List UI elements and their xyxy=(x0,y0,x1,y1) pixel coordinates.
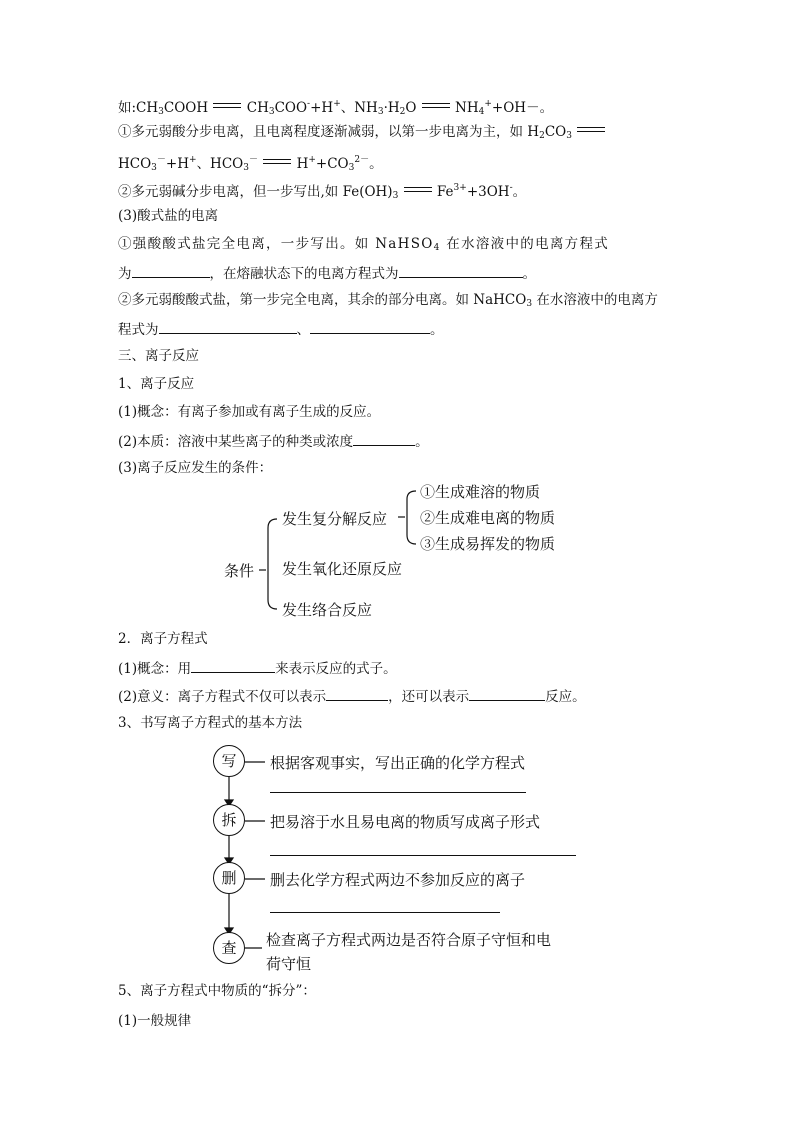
step-write-blank[interactable] xyxy=(270,792,526,793)
sub-volatile: ③生成易挥发的物质 xyxy=(420,535,556,553)
branch-redox: 发生氧化还原反应 xyxy=(282,560,403,578)
essence-line: (2)本质：溶液中某些离子的种类或浓度 。 xyxy=(118,431,429,451)
sub-weak-electrolyte: ②生成难电离的物质 xyxy=(420,509,556,527)
example-weak-electrolytes: 如$:CH_3COOH$ $CH_3COO^-+H^+$、$NH_3\cdot H_2O$ $NH_4^++OH-$。 xyxy=(118,99,554,117)
tree-root-label: 条件 xyxy=(224,562,255,580)
polyprotic-acid-rule: ①多元弱酸分步电离，且电离程度逐渐减弱，以第一步电离为主，如 $H_2CO_3$ xyxy=(118,123,606,145)
section-heading-ion-reaction: 三、离子反应 xyxy=(118,348,199,364)
branch-double-decomposition: 发生复分解反应 xyxy=(282,510,388,528)
strong-acid-salt-rule: ①强酸酸式盐完全电离，一步写出。如 NaHSO$_4$ 在水溶液中的电离方程式 xyxy=(118,236,610,253)
step-delete-blank[interactable] xyxy=(270,912,500,913)
step-split-blank[interactable] xyxy=(270,855,576,856)
step-check-text-2: 荷守恒 xyxy=(266,955,312,973)
sub-insoluble: ①生成难溶的物质 xyxy=(420,483,541,501)
step-write-text: 根据客观事实，写出正确的化学方程式 xyxy=(270,754,526,772)
step-node-delete: 删 xyxy=(213,862,245,894)
step-check-text-1: 检查离子方程式两边是否符合原子守恒和电 xyxy=(266,931,552,949)
subheading-ionic-equation: 2．离子方程式 xyxy=(118,631,208,647)
acid-salt-heading: (3)酸式盐的电离 xyxy=(118,208,219,224)
nahso4-blanks: 为 ，在熔融状态下的电离方程式为 。 xyxy=(118,263,536,283)
step-delete-text: 删去化学方程式两边不参加反应的离子 xyxy=(270,871,526,889)
general-rule-heading: (1)一般规律 xyxy=(118,1013,192,1029)
step-node-check: 查 xyxy=(213,932,245,964)
splitting-heading: 5、离子方程式中物质的“拆分”： xyxy=(118,983,316,999)
step-node-split: 拆 xyxy=(213,804,245,836)
subheading-ion-reaction: 1、离子反应 xyxy=(118,376,195,392)
carbonic-acid-steps: $HCO_3^-+H^+$、$HCO_3^-$ $H^++CO_3^{2-}$。 xyxy=(118,155,383,173)
step-node-write: 写 xyxy=(213,745,245,777)
conditions-heading: (3)离子反应发生的条件： xyxy=(118,460,273,476)
concept-line: (1)概念：有离子参加或有离子生成的反应。 xyxy=(118,404,381,420)
branch-complexation: 发生络合反应 xyxy=(282,601,373,619)
nahco3-blanks: 程式为 、 。 xyxy=(118,319,444,339)
ionic-equation-meaning: (2)意义：离子方程式不仅可以表示 ，还可以表示 反应。 xyxy=(118,686,586,706)
ionic-equation-concept: (1)概念：用 来表示反应的式子。 xyxy=(118,658,397,678)
weak-acid-salt-rule: ②多元弱酸酸式盐，第一步完全电离，其余的部分电离。如 NaHCO$_3$ 在水溶液中的电离方 xyxy=(118,292,658,309)
step-split-text: 把易溶于水且易电离的物质写成离子形式 xyxy=(270,813,541,831)
writing-method-heading: 3、书写离子方程式的基本方法 xyxy=(118,715,303,731)
polybasic-base-rule: ②多元弱碱分步电离，但一步写出,如 $Fe(OH)_3$ $Fe^{3+}+3OH^-$。 xyxy=(118,183,527,201)
